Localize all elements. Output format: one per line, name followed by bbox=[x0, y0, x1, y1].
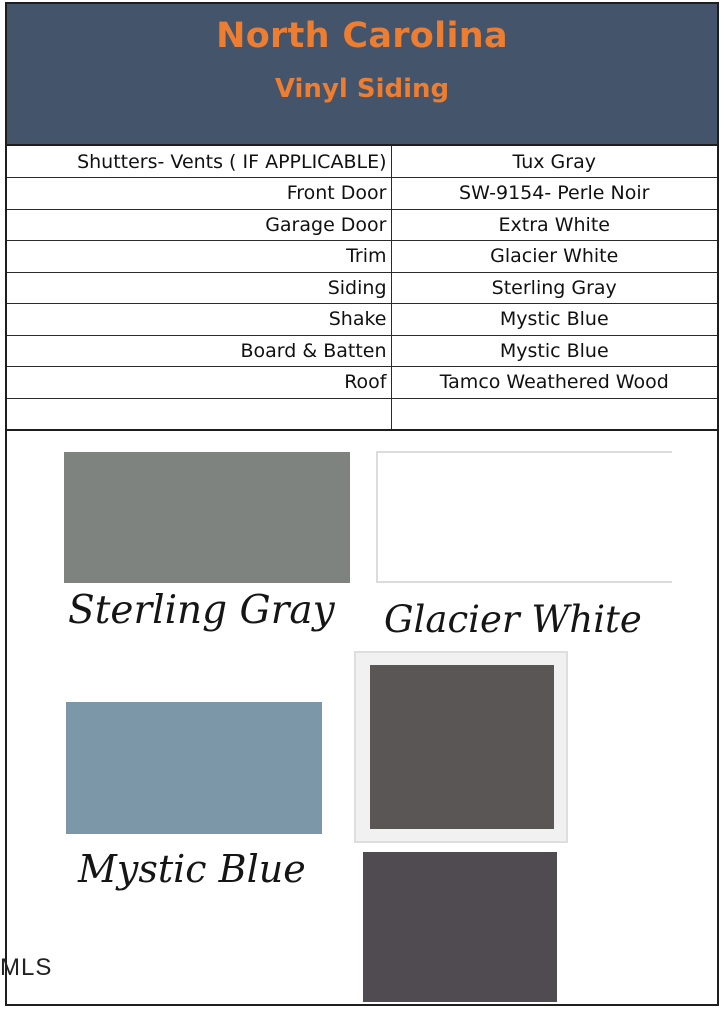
table-row bbox=[7, 367, 717, 399]
row-label: Front Door bbox=[7, 178, 391, 210]
row-value: Mystic Blue bbox=[391, 335, 717, 367]
header-banner bbox=[7, 4, 717, 146]
row-label: Shutters- Vents ( IF APPLICABLE) bbox=[7, 146, 391, 178]
table-row bbox=[7, 304, 717, 336]
table-row bbox=[7, 178, 717, 210]
glacier-white-swatch bbox=[376, 451, 672, 583]
row-label bbox=[7, 398, 391, 430]
row-value: Extra White bbox=[391, 209, 717, 241]
row-value: SW-9154- Perle Noir bbox=[391, 178, 717, 210]
row-value: Glacier White bbox=[391, 241, 717, 273]
perle-noir-swatch bbox=[363, 852, 557, 1002]
header-title: North Carolina bbox=[216, 16, 508, 56]
table-row bbox=[7, 335, 717, 367]
mystic-blue-swatch bbox=[66, 702, 322, 834]
color-spec-table bbox=[7, 146, 717, 431]
mls-watermark: MLS bbox=[0, 954, 53, 981]
row-value bbox=[391, 398, 717, 430]
table-row bbox=[7, 209, 717, 241]
table-row bbox=[7, 146, 717, 178]
tux-gray-swatch bbox=[370, 665, 554, 829]
row-label: Trim bbox=[7, 241, 391, 273]
row-value: Sterling Gray bbox=[391, 272, 717, 304]
table-row-empty bbox=[7, 398, 717, 430]
sterling-gray-label: Sterling Gray bbox=[68, 588, 335, 633]
row-label: Garage Door bbox=[7, 209, 391, 241]
row-label: Shake bbox=[7, 304, 391, 336]
mystic-blue-label: Mystic Blue bbox=[78, 847, 306, 891]
row-value: Mystic Blue bbox=[391, 304, 717, 336]
table-row bbox=[7, 241, 717, 273]
row-value: Tamco Weathered Wood bbox=[391, 367, 717, 399]
glacier-white-label: Glacier White bbox=[384, 598, 642, 641]
sterling-gray-swatch bbox=[64, 452, 350, 583]
header-subtitle: Vinyl Siding bbox=[274, 74, 450, 104]
table-row bbox=[7, 272, 717, 304]
row-value: Tux Gray bbox=[391, 146, 717, 178]
row-label: Siding bbox=[7, 272, 391, 304]
row-label: Board & Batten bbox=[7, 335, 391, 367]
row-label: Roof bbox=[7, 367, 391, 399]
